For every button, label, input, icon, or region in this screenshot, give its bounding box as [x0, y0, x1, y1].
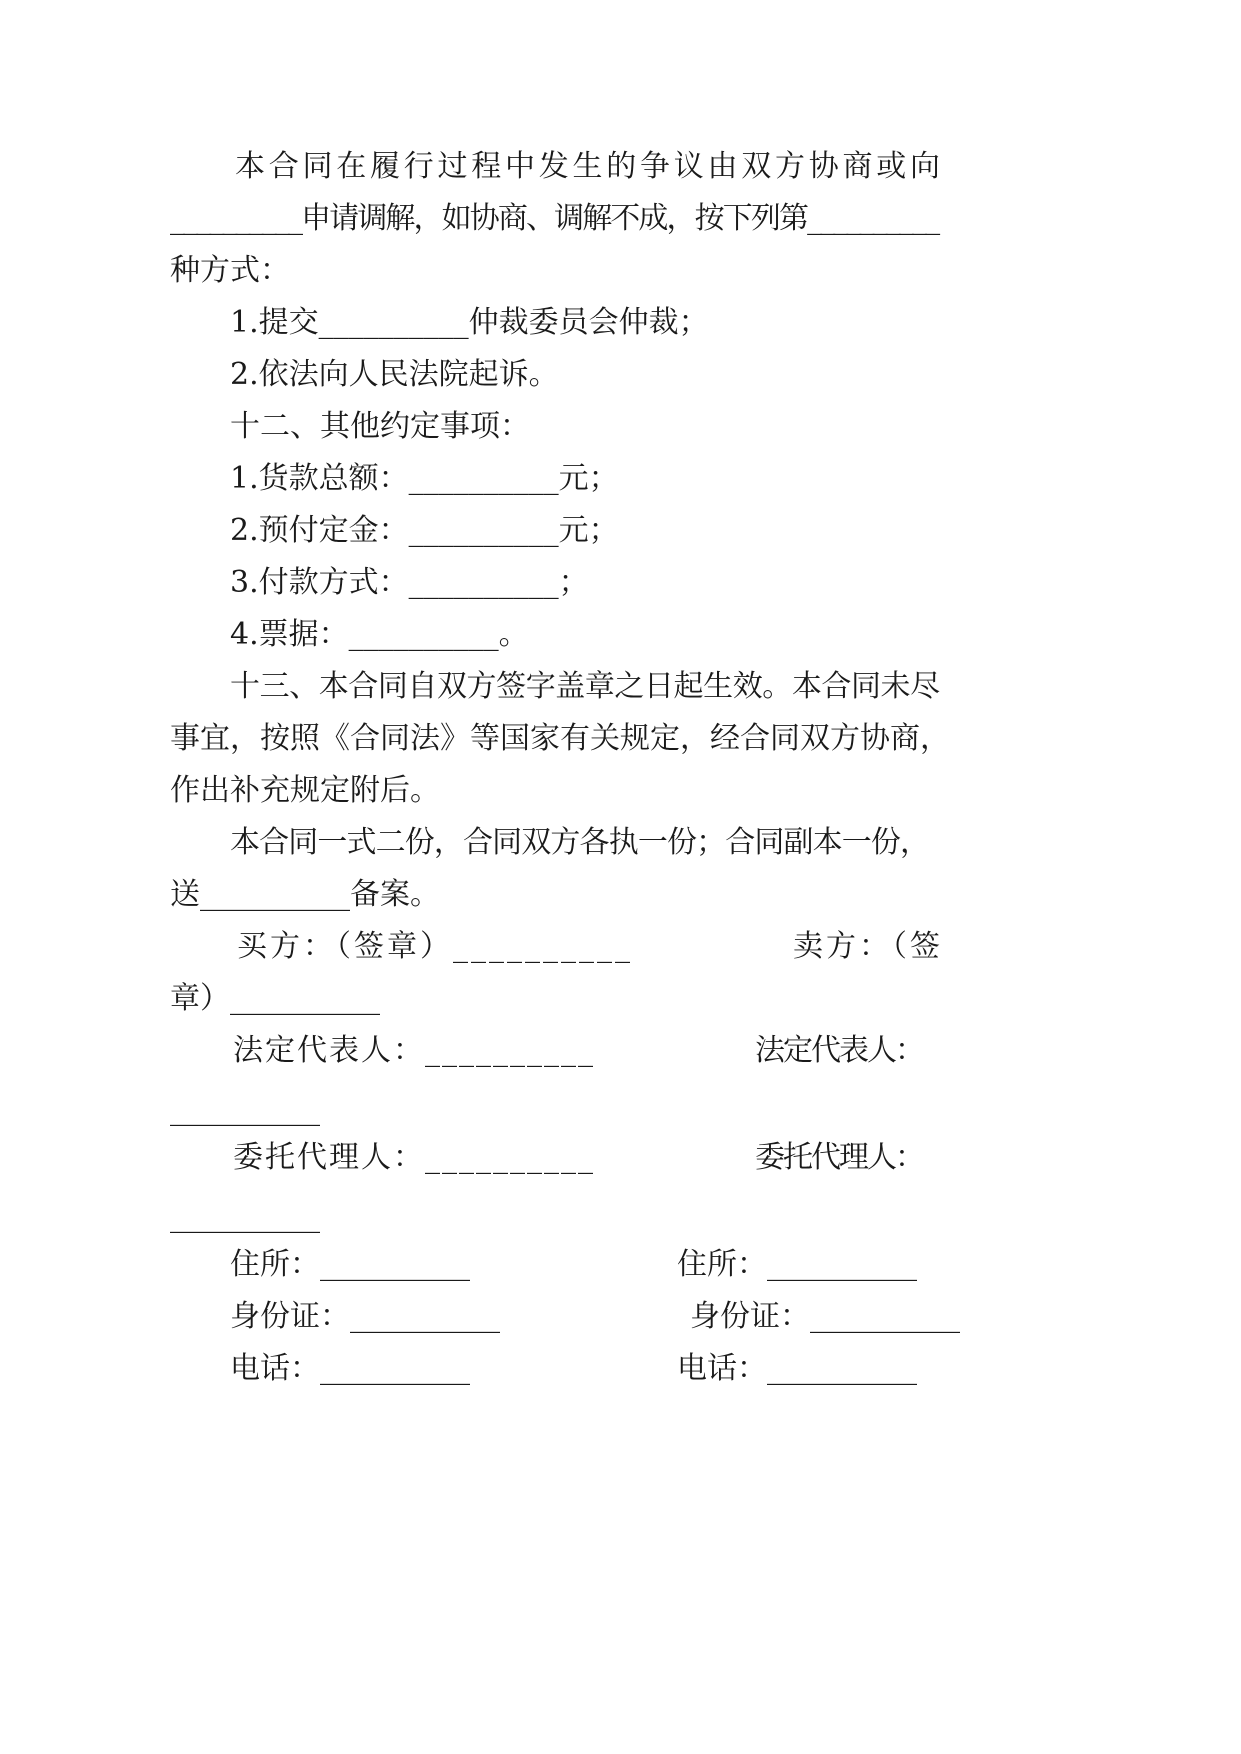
- dispute-paragraph-line-3: 种方式：: [170, 253, 290, 288]
- option-arbitration: 1.提交__________仲裁委员会仲裁；: [230, 305, 709, 340]
- buyer-phone: 电话：__________: [230, 1351, 470, 1386]
- buyer-agent: 委托代理人：__________: [233, 1140, 595, 1175]
- section-12-heading: 十二、其他约定事项：: [230, 409, 530, 444]
- option-lawsuit: 2.依法向人民法院起诉。: [230, 357, 559, 392]
- item-deposit: 2.预付定金：__________元；: [230, 513, 619, 548]
- seller-id-card: 身份证：__________: [690, 1299, 960, 1334]
- seller-legal-representative-blank: __________: [170, 1092, 320, 1127]
- seller-signature-continued: 章）__________: [170, 981, 380, 1016]
- section-13-line-3: 作出补充规定附后。: [170, 773, 440, 808]
- seller-address: 住所：__________: [677, 1247, 917, 1282]
- section-13-line-1: 十三、本合同自双方签字盖章之日起生效。本合同未尽: [230, 669, 940, 704]
- item-payment-method: 3.付款方式：__________；: [230, 565, 589, 600]
- item-invoice: 4.票据：__________。: [230, 617, 529, 652]
- copies-line-2: 送__________备案。: [170, 877, 440, 912]
- buyer-id-card: 身份证：__________: [230, 1299, 500, 1334]
- seller-signature: 卖方：（签: [793, 929, 943, 964]
- item-total-amount: 1.货款总额：__________元；: [230, 461, 619, 496]
- buyer-address: 住所：__________: [230, 1247, 470, 1282]
- dispute-paragraph-line-2: __________申请调解，如协商、调解不成，按下列第__________: [170, 201, 939, 236]
- buyer-signature: 买方：（签章）__________: [237, 929, 633, 964]
- seller-agent: 委托代理人：: [755, 1140, 923, 1175]
- seller-phone: 电话：__________: [677, 1351, 917, 1386]
- buyer-legal-representative: 法定代表人：__________: [233, 1033, 595, 1068]
- seller-agent-blank: __________: [170, 1199, 320, 1234]
- copies-line-1: 本合同一式二份，合同双方各执一份；合同副本一份，: [230, 825, 930, 860]
- seller-legal-representative: 法定代表人：: [755, 1033, 923, 1068]
- dispute-paragraph-line-1: 本合同在履行过程中发生的争议由双方协商或向: [235, 149, 944, 184]
- section-13-line-2: 事宜，按照《合同法》等国家有关规定，经合同双方协商，: [170, 721, 950, 756]
